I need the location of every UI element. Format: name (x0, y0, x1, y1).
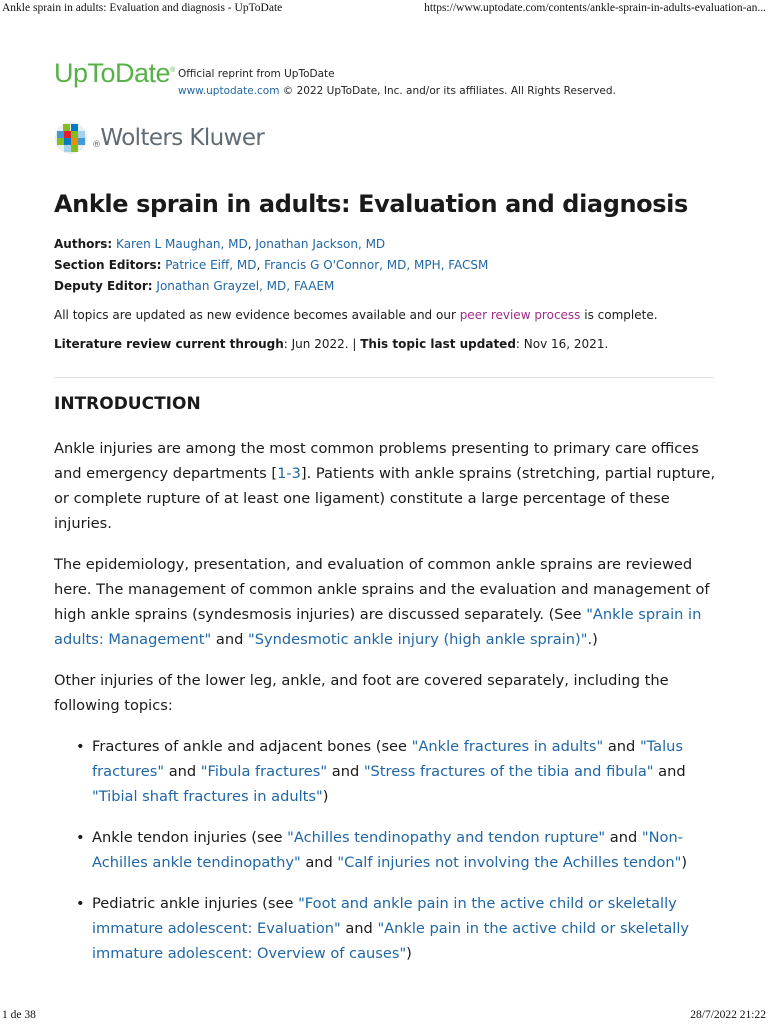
deputy-editor-line (54, 276, 658, 297)
topic-link[interactable]: "Calf injuries not involving the Achilles tendon" (337, 854, 682, 871)
last-updated-label: This topic last updated (360, 337, 516, 351)
topic-link[interactable]: "Foot and ankle pain in the active child or skeletally immature adolescent: Evaluation" (92, 895, 677, 937)
deputy-editor-label: Deputy Editor: (54, 279, 153, 293)
print-url: https://www.uptodate.com/contents/ankle-sprain-in-adults-evaluation-an... (424, 2, 766, 14)
print-footer (0, 1009, 768, 1024)
section-editor-link[interactable]: Patrice Eiff, MD (165, 258, 257, 272)
section-editors-line: Section Editors: Patrice Eiff, MD, Francis G O'Connor, MD, MPH, FACSM (54, 258, 489, 272)
authors-line: Authors: Karen L Maughan, MD, Jonathan Jackson, MD (54, 237, 386, 251)
copyright-line (178, 83, 616, 100)
peer-review-link[interactable]: peer review process (459, 308, 581, 322)
topic-link[interactable]: "Achilles tendinopathy and tendon rupture" (287, 829, 606, 846)
topic-link[interactable]: "Talus fractures" (92, 738, 684, 780)
list-item: • Pediatric ankle injuries (see "Foot and ankle pain in the active child or skeletally immature adolescent: Evaluation" and "Ankle pain in the active child or skeletally immature adolescent: Overview of causes") (92, 891, 718, 966)
update-note: All topics are updated as new evidence becomes available and our peer review process is complete. (54, 308, 658, 322)
section-heading-introduction: INTRODUCTION (54, 394, 201, 414)
topic-link[interactable]: "Stress fractures of the tibia and fibula" (363, 763, 654, 780)
lit-review-label: Literature review current through (54, 337, 284, 351)
divider (54, 377, 714, 378)
bullet: • (76, 738, 85, 755)
lit-review-value: : Jun 2022. | (283, 337, 361, 351)
paragraph: Other injuries of the lower leg, ankle, and foot are covered separately, including the following topics: (54, 672, 669, 714)
topic-list (54, 734, 718, 966)
paragraph: Ankle injuries are among the most common problems presenting to primary care offices and emergency departments [1-3]. Patients with ankle sprains (stretching, partial rupture, or complete rupture of at least one ligament) constitute a large percentage of these injuries. (54, 440, 716, 532)
topic-link[interactable]: "Ankle pain in the active child or skeletally immature adolescent: Overview of causes" (92, 920, 690, 962)
bullet: • (76, 829, 85, 846)
topic-link[interactable]: "Syndesmotic ankle injury (high ankle sprain)" (247, 631, 588, 648)
section-editor-link[interactable]: Francis G O'Connor, MD, MPH, FACSM (264, 258, 489, 272)
paragraph: The epidemiology, presentation, and evaluation of common ankle sprains are reviewed here. The management of common ankle sprains and the evaluation and management of high ankle sprains (syndesmosis injuries) are discussed separately. (See "Ankle sprain in adults: Management" and "Syndesmotic ankle injury (high ankle sprain)".) (54, 556, 710, 648)
topic-link[interactable]: "Tibial shaft fractures in adults" (92, 788, 323, 805)
last-updated-value: : Nov 16, 2021. (515, 337, 609, 351)
topic-link[interactable]: "Non-Achilles ankle tendinopathy" (92, 829, 683, 871)
article-meta (54, 234, 658, 355)
reprint-notice (178, 66, 616, 100)
authors-label: Authors: (54, 237, 113, 251)
review-dates (54, 334, 658, 355)
page-number: 1 de 38 (2, 1009, 36, 1021)
uptodate-logo[interactable] (54, 58, 175, 89)
section-editors-label: Section Editors: (54, 258, 162, 272)
wolters-kluwer-emblem-icon (54, 121, 88, 155)
uptodate-site-link[interactable]: www.uptodate.com (178, 85, 280, 97)
reference-link[interactable]: 1-3 (277, 465, 301, 482)
copyright-text: © 2022 UpToDate, Inc. and/or its affiliates. All Rights Reserved. (282, 85, 616, 97)
author-link[interactable]: Jonathan Jackson, MD (255, 237, 386, 251)
print-datetime: 28/7/2022 21:22 (690, 1009, 766, 1021)
list-item: • Ankle tendon injuries (see "Achilles tendinopathy and tendon rupture" and "Non-Achilles ankle tendinopathy" and "Calf injuries not involving the Achilles tendon") (92, 825, 718, 875)
deputy-editor-link[interactable]: Jonathan Grayzel, MD, FAAEM (156, 279, 335, 293)
bullet: • (76, 895, 85, 912)
topic-link[interactable]: "Fibula fractures" (200, 763, 328, 780)
wolters-kluwer-wordmark: ®Wolters Kluwer (92, 125, 265, 151)
uptodate-logo-text: UpToDate® (54, 58, 175, 88)
print-header (0, 0, 768, 18)
print-page-title: Ankle sprain in adults: Evaluation and diagnosis - UpToDate (2, 2, 283, 14)
author-link[interactable]: Karen L Maughan, MD (116, 237, 248, 251)
reprint-line: Official reprint from UpToDate (178, 68, 335, 80)
topic-link[interactable]: "Ankle fractures in adults" (411, 738, 604, 755)
article-body (54, 394, 718, 982)
topic-link[interactable]: "Ankle sprain in adults: Management" (54, 606, 702, 648)
wolters-kluwer-logo (54, 121, 264, 155)
page-title: Ankle sprain in adults: Evaluation and diagnosis (54, 190, 688, 218)
list-item: • Fractures of ankle and adjacent bones (see "Ankle fractures in adults" and "Talus fractures" and "Fibula fractures" and "Stress fractures of the tibia and fibula" and "Tibial shaft fractures in adults") (92, 734, 718, 809)
